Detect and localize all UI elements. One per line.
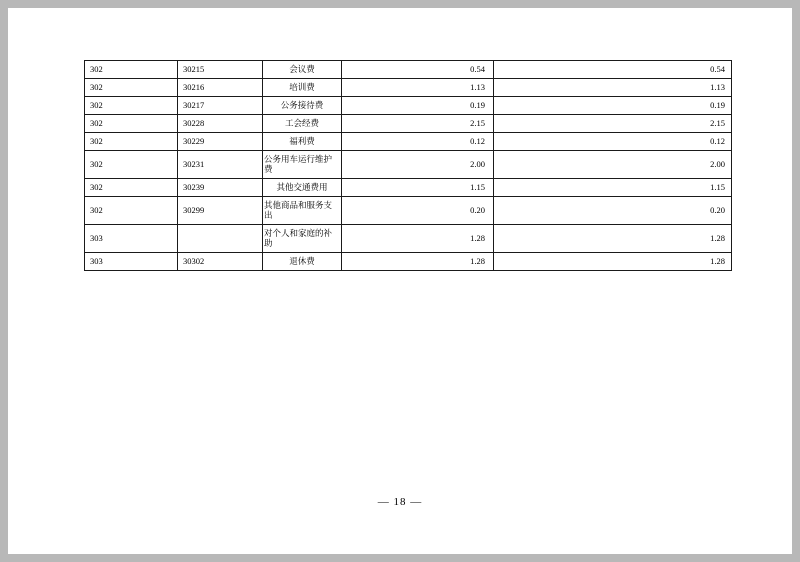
- cell-name: 工会经费: [263, 115, 342, 133]
- cell-code: 302: [85, 61, 178, 79]
- table-row: [85, 151, 732, 179]
- cell-subcode: 30239: [178, 179, 263, 197]
- cell-value-2: 1.13: [494, 79, 732, 97]
- cell-name: 公务用车运行维护费: [263, 151, 342, 179]
- document-page: [8, 8, 792, 554]
- cell-value-1: 1.28: [342, 225, 494, 253]
- cell-code: 302: [85, 115, 178, 133]
- table-row: [85, 197, 732, 225]
- cell-value-2: 1.28: [494, 225, 732, 253]
- cell-value-2: 1.15: [494, 179, 732, 197]
- cell-value-2: 0.19: [494, 97, 732, 115]
- cell-value-1: 0.19: [342, 97, 494, 115]
- cell-code: 302: [85, 133, 178, 151]
- cell-subcode: 30299: [178, 197, 263, 225]
- cell-value-1: 2.15: [342, 115, 494, 133]
- cell-name: 培训费: [263, 79, 342, 97]
- cell-name: 会议费: [263, 61, 342, 79]
- table-row: [85, 61, 732, 79]
- cell-value-2: 0.54: [494, 61, 732, 79]
- table-body: [85, 61, 732, 271]
- cell-subcode: 30228: [178, 115, 263, 133]
- cell-subcode: 30231: [178, 151, 263, 179]
- table-row: [85, 225, 732, 253]
- cell-value-2: 0.12: [494, 133, 732, 151]
- cell-name: 其他交通费用: [263, 179, 342, 197]
- cell-name: 其他商品和服务支出: [263, 197, 342, 225]
- cell-subcode: 30229: [178, 133, 263, 151]
- cell-value-1: 0.12: [342, 133, 494, 151]
- cell-subcode: 30302: [178, 253, 263, 271]
- cell-subcode: [178, 225, 263, 253]
- cell-code: 302: [85, 197, 178, 225]
- table-row: [85, 179, 732, 197]
- table-row: [85, 115, 732, 133]
- cell-value-2: 1.28: [494, 253, 732, 271]
- table-row: [85, 253, 732, 271]
- cell-value-2: 2.00: [494, 151, 732, 179]
- table-row: [85, 133, 732, 151]
- cell-value-1: 2.00: [342, 151, 494, 179]
- cell-subcode: 30216: [178, 79, 263, 97]
- cell-value-1: 0.20: [342, 197, 494, 225]
- cell-value-2: 0.20: [494, 197, 732, 225]
- cell-name: 退休费: [263, 253, 342, 271]
- cell-value-1: 0.54: [342, 61, 494, 79]
- cell-name: 公务接待费: [263, 97, 342, 115]
- cell-name: 福利费: [263, 133, 342, 151]
- cell-code: 302: [85, 151, 178, 179]
- page-number: — 18 —: [377, 496, 423, 508]
- cell-code: 303: [85, 225, 178, 253]
- table-row: [85, 97, 732, 115]
- cell-code: 303: [85, 253, 178, 271]
- cell-value-1: 1.13: [342, 79, 494, 97]
- table-row: [85, 79, 732, 97]
- cell-code: 302: [85, 97, 178, 115]
- cell-value-2: 2.15: [494, 115, 732, 133]
- cell-code: 302: [85, 79, 178, 97]
- cell-value-1: 1.15: [342, 179, 494, 197]
- cell-code: 302: [85, 179, 178, 197]
- cell-subcode: 30217: [178, 97, 263, 115]
- cell-value-1: 1.28: [342, 253, 494, 271]
- budget-table: [84, 60, 732, 271]
- cell-name: 对个人和家庭的补助: [263, 225, 342, 253]
- cell-subcode: 30215: [178, 61, 263, 79]
